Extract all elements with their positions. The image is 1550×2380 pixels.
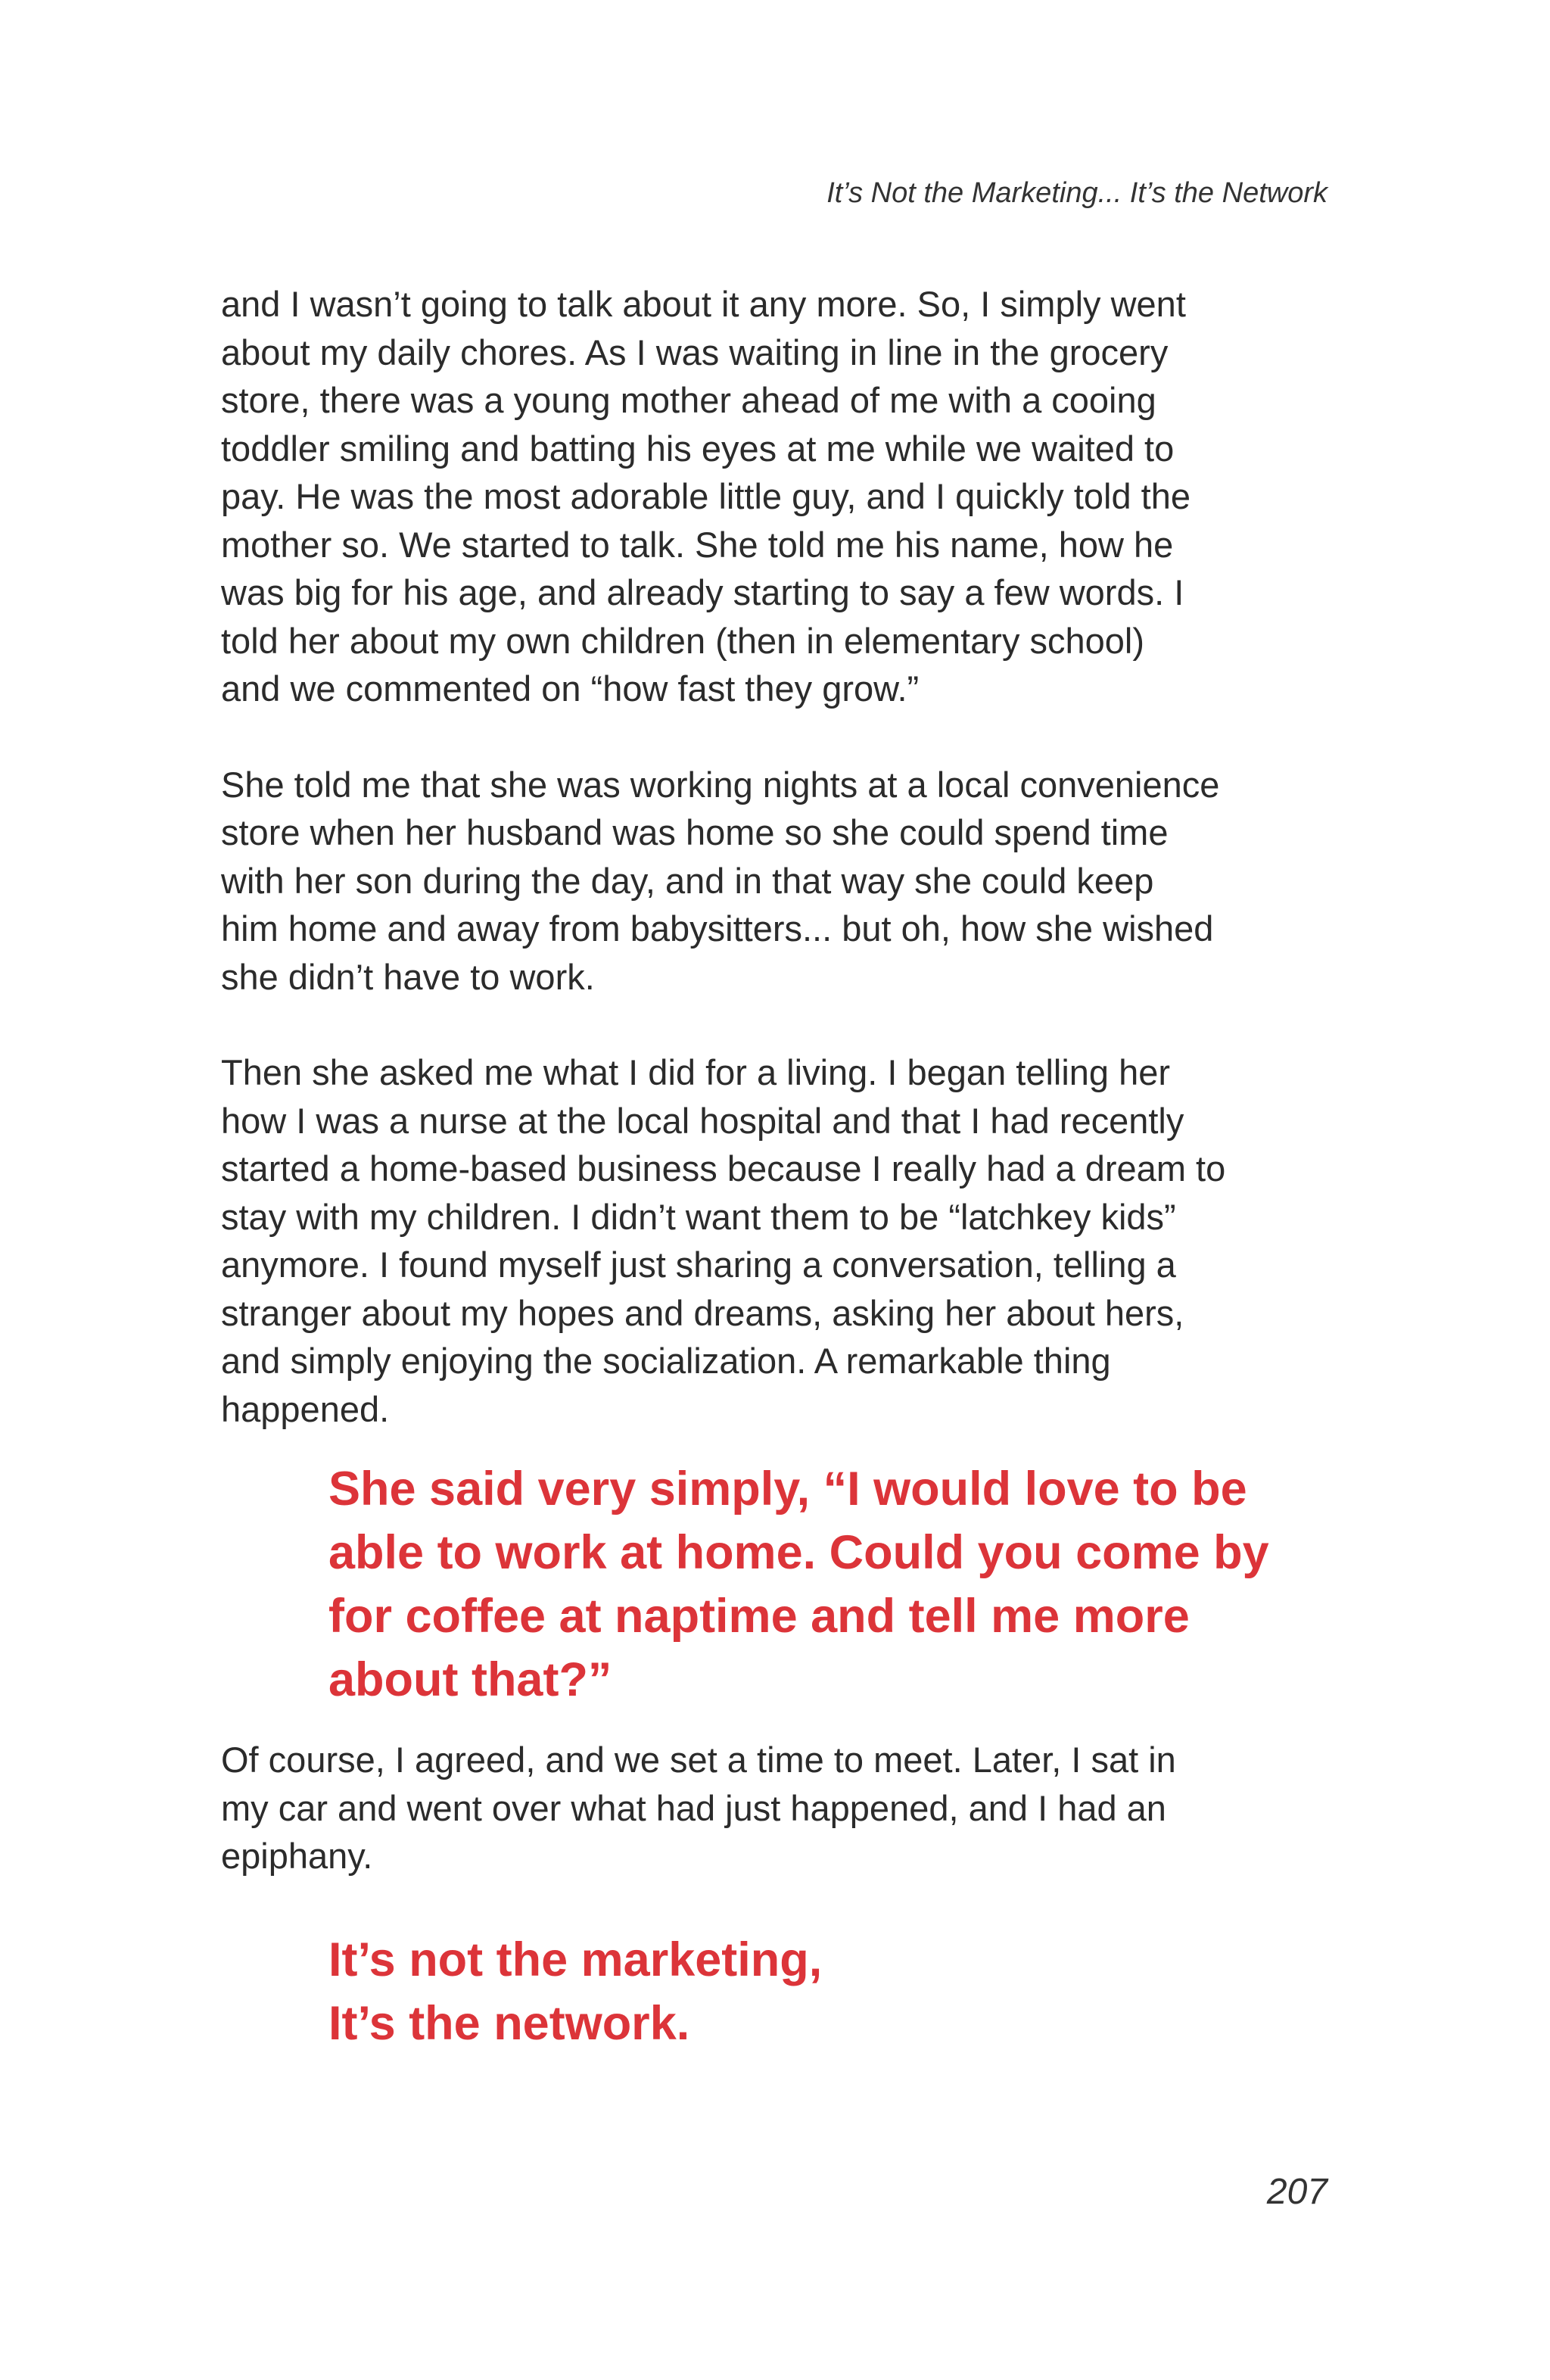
paragraph-spacer [221, 1712, 1334, 1736]
text-line: happened. [221, 1388, 390, 1429]
pull-quote-line: able to work at home. Could you come by [328, 1526, 1269, 1579]
text-line: anymore. I found myself just sharing a conversation, telling a [221, 1245, 1176, 1285]
text-line: she didn’t have to work. [221, 956, 595, 997]
pull-quote-1 [221, 1457, 1334, 1712]
text-line: mother so. We started to talk. She told me his name, how he [221, 524, 1174, 565]
text-line: pay. He was the most adorable little guy, and I quickly told the [221, 476, 1191, 516]
text-line: and I wasn’t going to talk about it any more. So, I simply went [221, 284, 1186, 324]
text-line: She told me that she was working nights at a local convenience [221, 764, 1220, 805]
text-line: Then she asked me what I did for a living. I began telling her [221, 1052, 1171, 1092]
text-line: was big for his age, and already starting to say a few words. I [221, 572, 1184, 612]
text-line: toddler smiling and batting his eyes at me while we waited to [221, 428, 1175, 469]
paragraph-2 [221, 761, 1334, 1002]
page-number: 207 [1266, 2172, 1327, 2212]
text-line: him home and away from babysitters... but oh, how she wished [221, 908, 1214, 949]
text-line: and we commented on “how fast they grow.” [221, 668, 920, 709]
text-line: told her about my own children (then in elementary school) [221, 620, 1145, 661]
pull-quote-line: It’s the network. [328, 1996, 690, 2050]
text-line: epiphany. [221, 1836, 373, 1876]
text-line: about my daily chores. As I was waiting in line in the grocery [221, 332, 1169, 372]
pull-quote-line: She said very simply, “I would love to be [328, 1463, 1247, 1516]
pull-quote-line: It’s not the marketing, [328, 1933, 823, 1986]
text-line: how I was a nurse at the local hospital and that I had recently [221, 1100, 1184, 1141]
paragraph-spacer [221, 1433, 1334, 1457]
text-line: store when her husband was home so she could spend time [221, 812, 1169, 852]
paragraph-spacer [221, 713, 1334, 761]
text-line: started a home-based business because I really had a dream to [221, 1148, 1226, 1188]
pull-quote-line: for coffee at naptime and tell me more [328, 1590, 1190, 1643]
text-line: with her son during the day, and in that way she could keep [221, 860, 1154, 901]
pull-quote-line: about that?” [328, 1653, 612, 1706]
text-line: stay with my children. I didn’t want them to be “latchkey kids” [221, 1196, 1176, 1237]
text-line: and simply enjoying the socialization. A remarkable thing [221, 1341, 1111, 1381]
text-line: store, there was a young mother ahead of me with a cooing [221, 380, 1156, 420]
paragraph-spacer [221, 1880, 1334, 1928]
pull-quote-2 [221, 1928, 1334, 2055]
text-line: Of course, I agreed, and we set a time to meet. Later, I sat in [221, 1740, 1176, 1780]
text-line: my car and went over what had just happened, and I had an [221, 1787, 1166, 1828]
paragraph-1 [221, 280, 1334, 713]
running-head: It’s Not the Marketing... It’s the Network [826, 177, 1327, 209]
text-line: stranger about my hopes and dreams, asking her about hers, [221, 1292, 1184, 1333]
paragraph-spacer [221, 1001, 1334, 1048]
paragraph-3 [221, 1048, 1334, 1433]
paragraph-4 [221, 1736, 1334, 1880]
page-body [221, 280, 1334, 2055]
